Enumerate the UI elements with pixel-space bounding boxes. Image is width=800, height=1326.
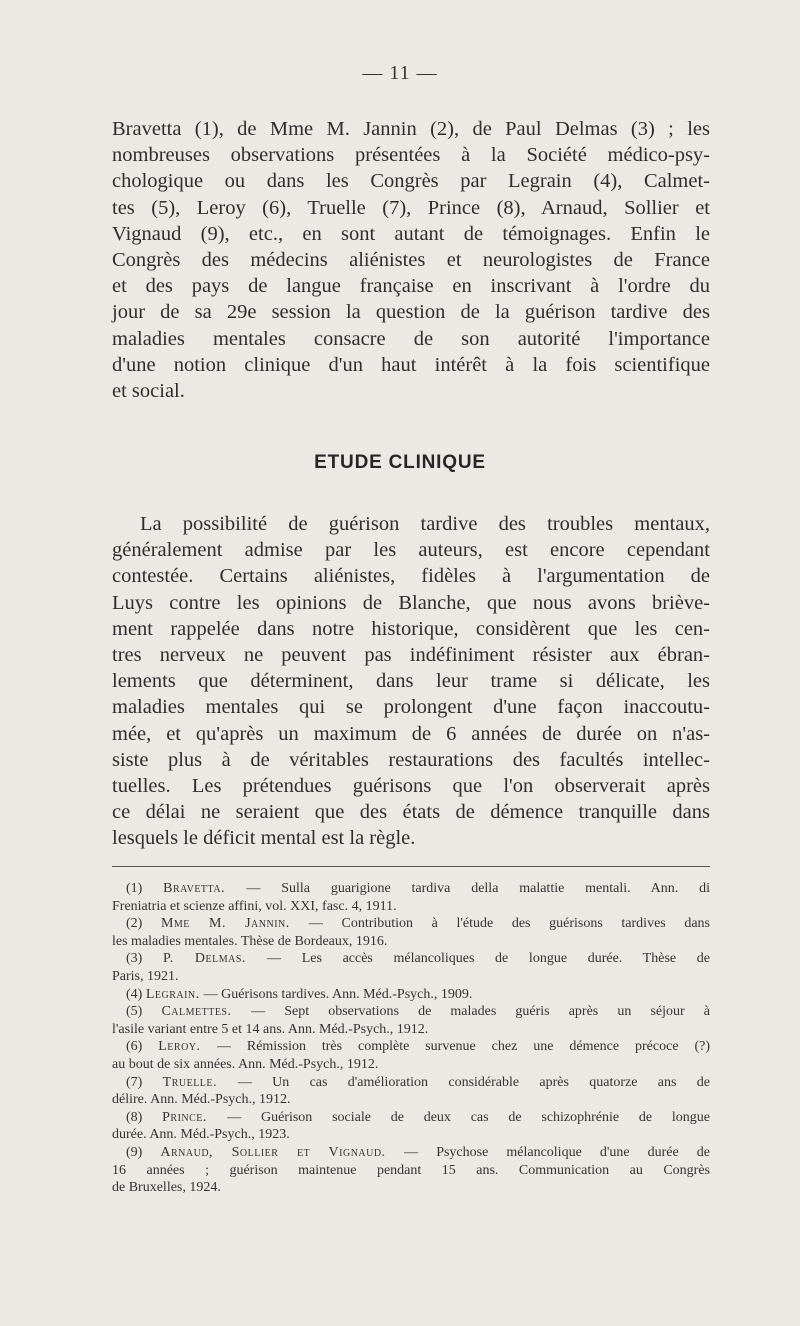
footnote-line: Paris, 1921. bbox=[112, 968, 179, 984]
text-line: tres nerveux ne peuvent pas indéfiniment résister aux ébran- bbox=[112, 644, 710, 667]
footnote-author: Prince. bbox=[162, 1109, 228, 1125]
footnote-line bbox=[112, 915, 710, 933]
footnote bbox=[112, 1144, 710, 1197]
footnote-line bbox=[112, 1038, 710, 1056]
text-line: contestée. Certains aliénistes, fidèles à l'argumentation de bbox=[112, 565, 710, 588]
text-line: Bravetta (1), de Mme M. Jannin (2), de Paul Delmas (3) ; les bbox=[112, 118, 710, 140]
footnote bbox=[112, 986, 710, 1004]
footnote-number: (1) bbox=[126, 881, 164, 896]
text-line: lements que déterminent, dans leur trame si délicate, les bbox=[112, 670, 710, 693]
footnote-author: P. Delmas. bbox=[162, 951, 268, 967]
text-line: Congrès des médecins aliénistes et neurologistes de France bbox=[112, 249, 710, 272]
text-line: Vignaud (9), etc., en sont autant de témoignages. Enfin le bbox=[112, 222, 710, 245]
footnote-author: Calmettes. bbox=[161, 1004, 252, 1020]
footnote-author: Mme M. Jannin. bbox=[160, 916, 309, 932]
text-line: et des pays de langue française en inscrivant à l'ordre du bbox=[112, 275, 710, 298]
footnote-number: (8) bbox=[126, 1109, 163, 1125]
footnote-author: Truelle. bbox=[162, 1074, 238, 1090]
paragraph-1 bbox=[112, 116, 710, 404]
footnote-line: de Bruxelles, 1924. bbox=[112, 1180, 221, 1196]
footnote bbox=[112, 1038, 710, 1073]
footnote-text: — Psychose mélancolique d'une durée de bbox=[404, 1144, 710, 1160]
text-line: lesquels le déficit mental est la règle. bbox=[112, 827, 416, 850]
footnote-line bbox=[112, 880, 710, 898]
text-line: Luys contre les opinions de Blanche, que nous avons briève- bbox=[112, 591, 710, 614]
footnote-line: l'asile variant entre 5 et 14 ans. Ann. Méd.-Psych., 1912. bbox=[112, 1021, 429, 1037]
footnote-text: — Guérison sociale de deux cas de schizophrénie de longue bbox=[227, 1109, 710, 1125]
text-line: ment rappelée dans notre historique, considèrent que les cen- bbox=[112, 617, 710, 640]
footnote-text: — Contribution à l'étude des guérisons tardives dans bbox=[308, 916, 711, 932]
text-line: La possibilité de guérison tardive des troubles mentaux, bbox=[140, 513, 710, 535]
text-line: d'une notion clinique d'un haut intérêt à la fois scientifique bbox=[112, 353, 710, 376]
footnote-number: (3) bbox=[126, 951, 163, 967]
footnote-line: les maladies mentales. Thèse de Bordeaux, 1916. bbox=[112, 933, 388, 949]
footnote bbox=[112, 915, 710, 950]
footnote bbox=[112, 950, 710, 985]
text-line: siste plus à de véritables restaurations des facultés intellec- bbox=[112, 748, 710, 771]
footnote-number: (7) bbox=[126, 1074, 163, 1090]
footnote-number: (9) bbox=[126, 1144, 161, 1160]
footnote-line bbox=[112, 1003, 710, 1021]
footnotes bbox=[112, 880, 710, 1197]
footnote bbox=[112, 1109, 710, 1144]
footnote-text: — Rémission très complète survenue chez une démence précoce (?) bbox=[216, 1039, 710, 1055]
footnote bbox=[112, 880, 710, 915]
footnote bbox=[112, 1003, 710, 1038]
footnote-text: — Un cas d'amélioration considérable après quatorze ans de bbox=[237, 1074, 710, 1090]
footnote-text: — Les accès mélancoliques de longue durée. Thèse de bbox=[267, 951, 710, 967]
section-heading: ETUDE CLINIQUE bbox=[314, 452, 486, 473]
page-number: — 11 — bbox=[362, 62, 438, 84]
footnote-line: durée. Ann. Méd.-Psych., 1923. bbox=[112, 1127, 290, 1143]
text-line: généralement admise par les auteurs, est encore cependant bbox=[112, 539, 710, 562]
footnote-text: — Sept observations de malades guéris après un séjour à bbox=[251, 1004, 710, 1020]
footnote-number: (4) bbox=[126, 986, 146, 1002]
text-line: tes (5), Leroy (6), Truelle (7), Prince (8), Arnaud, Sollier et bbox=[112, 196, 710, 219]
footnote-line bbox=[112, 1074, 710, 1092]
footnote-line: délire. Ann. Méd.-Psych., 1912. bbox=[112, 1092, 291, 1108]
footnote-text: — Guérisons tardives. Ann. Méd.-Psych., 1909. bbox=[203, 986, 473, 1002]
footnote-number: (5) bbox=[126, 1004, 162, 1020]
footnote-author: Bravetta. bbox=[163, 881, 247, 896]
text-line: maladies mentales qui se prolongent d'une façon inaccoutu- bbox=[112, 696, 710, 719]
text-line: nombreuses observations présentées à la Société médico-psy- bbox=[112, 144, 710, 167]
footnote-text: — Sulla guarigione tardiva della malattie mentali. Ann. di bbox=[246, 881, 710, 896]
text-line: maladies mentales consacre de son autorité l'importance bbox=[112, 327, 710, 350]
footnote-line bbox=[112, 950, 710, 968]
text-line: tuelles. Les prétendues guérisons que l'on observerait après bbox=[112, 775, 710, 798]
text-line: mée, et qu'après un maximum de 6 années de durée on n'as- bbox=[112, 722, 710, 745]
text-line: jour de sa 29e session la question de la guérison tardive des bbox=[112, 301, 710, 324]
footnote-line bbox=[112, 1109, 710, 1127]
footnote-divider bbox=[112, 866, 710, 867]
footnote-line bbox=[112, 986, 710, 1004]
footnote-number: (2) bbox=[126, 916, 161, 932]
text-line: ce délai ne seraient que des états de démence tranquille dans bbox=[112, 801, 710, 824]
footnote bbox=[112, 1074, 710, 1109]
text-line: chologique ou dans les Congrès par Legrain (4), Calmet- bbox=[112, 170, 710, 193]
footnote-line: Freniatria et scienze affini, vol. XXI, fasc. 4, 1911. bbox=[112, 898, 397, 914]
footnote-number: (6) bbox=[126, 1039, 159, 1055]
footnote-author: Legrain. bbox=[145, 986, 204, 1002]
footnote-author: Arnaud, Sollier et Vignaud. bbox=[160, 1144, 405, 1160]
footnote-line: au bout de six années. Ann. Méd.-Psych., 1912. bbox=[112, 1056, 379, 1072]
footnote-line: 16 années ; guérison maintenue pendant 15 ans. Communication au Congrès bbox=[112, 1162, 710, 1178]
paragraph-2 bbox=[112, 511, 710, 852]
text-line: et social. bbox=[112, 380, 185, 403]
footnote-line bbox=[112, 1144, 710, 1162]
footnote-author: Leroy. bbox=[158, 1039, 217, 1055]
